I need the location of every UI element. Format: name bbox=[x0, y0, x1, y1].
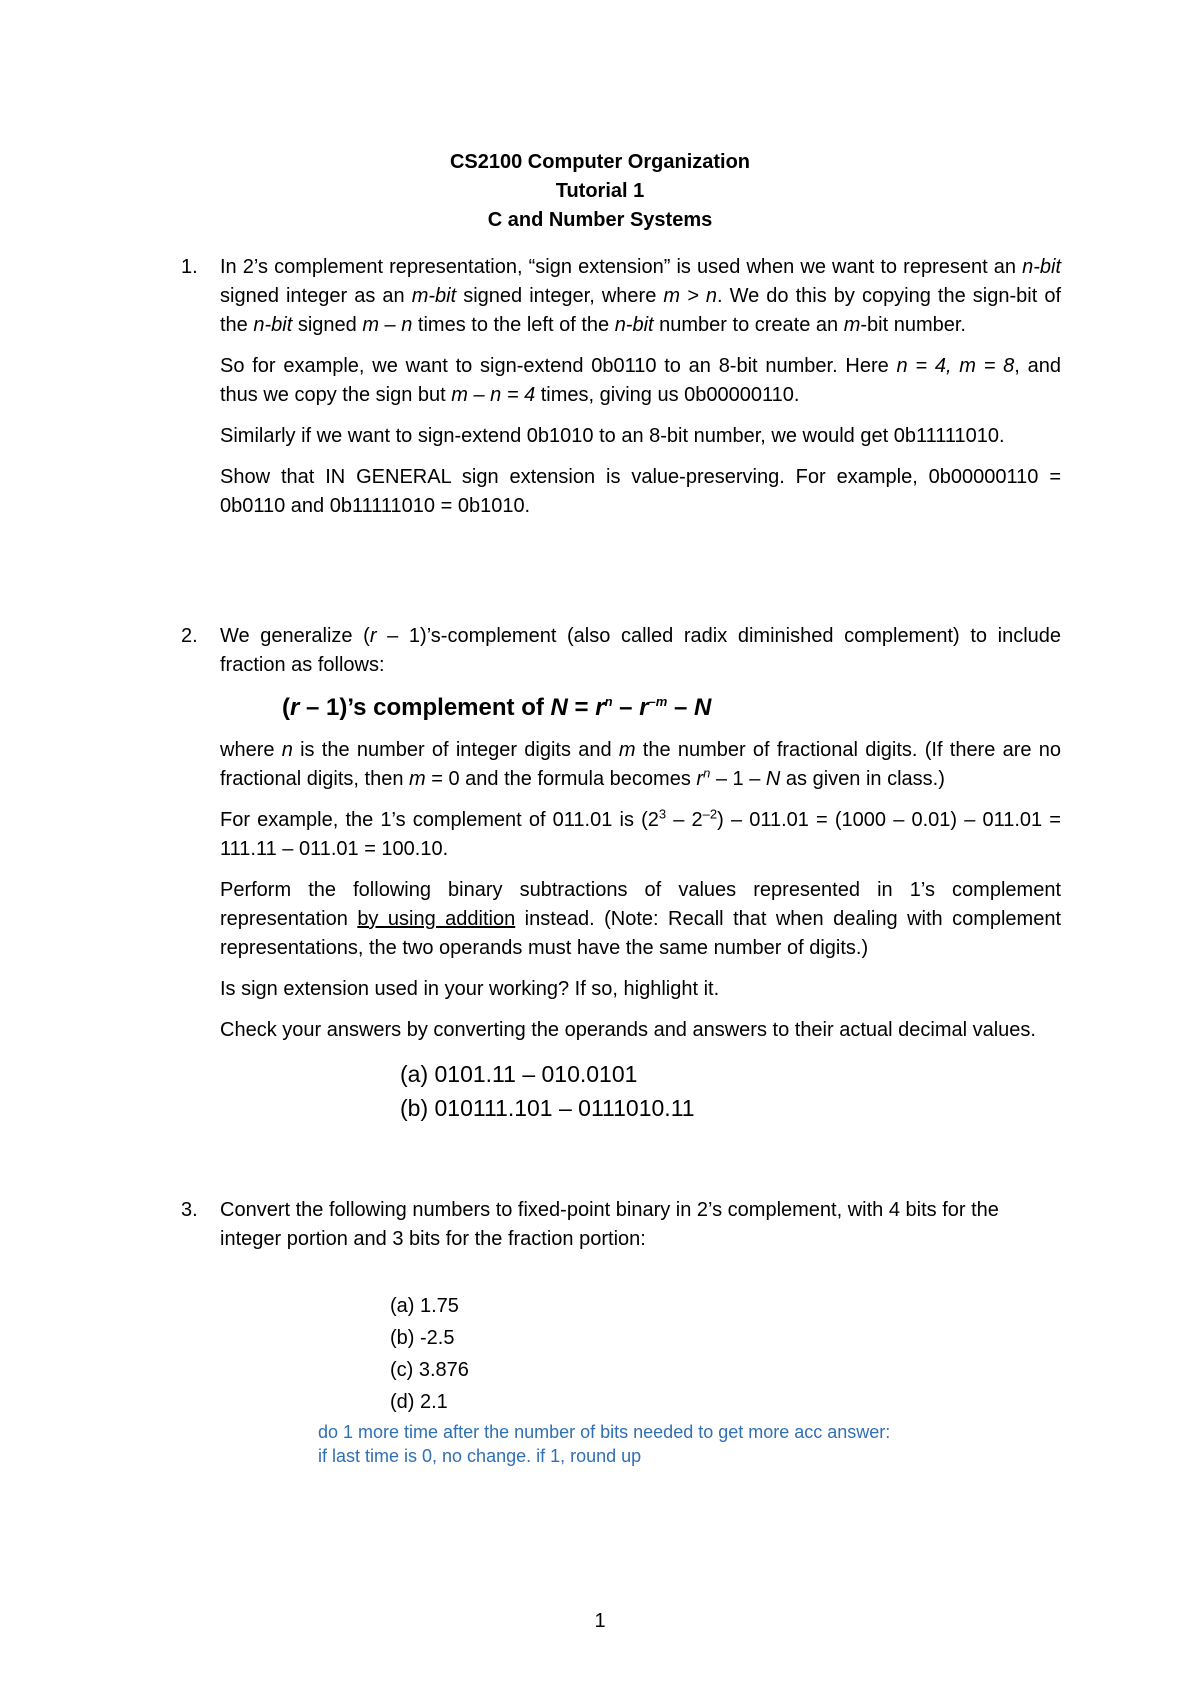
list-item: (c) 3.876 bbox=[390, 1359, 469, 1381]
question-2-paragraph-5: Is sign extension used in your working? If so, highlight it. bbox=[220, 978, 720, 1000]
subtraction-a: (a) 0101.11 – 010.0101 bbox=[400, 1061, 638, 1087]
list-item: (b) -2.5 bbox=[390, 1327, 455, 1349]
question-2-paragraph-1: We generalize (r – 1)’s-complement (also called radix diminished complement) to include fraction as follows: bbox=[220, 625, 1062, 676]
question-1-paragraph-3: Similarly if we want to sign-extend 0b1010 to an 8-bit number, we would get 0b11111010. bbox=[220, 425, 1005, 447]
question-2-paragraph-3: For example, the 1’s complement of 011.01 is $(2^3 - 2^{-2}) - 011.01 = (1000 - 0.01) - 011.01 = 111.11 - 011.01 = 100.10$. bbox=[220, 806, 1061, 860]
question-1-paragraph-2: So for example, we want to sign-extend 0b0110 to an 8-bit number. Here n = 4, m = 8, and thus we copy the sign but m – n = 4 times, giving us 0b00000110. bbox=[220, 355, 1061, 406]
subtraction-list bbox=[400, 1057, 1061, 1125]
list-item: (a) 1.75 bbox=[390, 1295, 459, 1317]
question-3 bbox=[181, 1196, 1061, 1418]
note-line-1: do 1 more time after the number of bits needed to get more acc answer: bbox=[318, 1422, 891, 1442]
question-1-paragraph-1: In 2’s complement representation, “sign extension” is used when we want to represent an n-bit signed integer as an m-bit signed integer, where m > n. We do this by copying the sign-bit of the n-bit signed m – n times to the left of the n-bit number to create an m-bit number. bbox=[220, 256, 1061, 336]
question-3-paragraph-1: Convert the following numbers to fixed-point binary in 2’s complement, with 4 bits for the integer portion and 3 bits for the fraction portion: bbox=[220, 1199, 999, 1250]
question-1 bbox=[181, 253, 1061, 521]
question-2 bbox=[181, 622, 1061, 1125]
complement-formula: (r – 1)’s complement of $N = r^n - r^{-m} - N$ bbox=[282, 694, 712, 721]
list-item: (d) 2.1 bbox=[390, 1391, 448, 1413]
question-1-paragraph-4: Show that IN GENERAL sign extension is value-preserving. For example, 0b00000110 = 0b0110 and 0b11111010 = 0b1010. bbox=[220, 466, 1061, 517]
handwritten-note bbox=[318, 1420, 1118, 1468]
page-number: 1 bbox=[594, 1610, 606, 1632]
question-2-paragraph-2: where n is the number of integer digits and m the number of fractional digits. (If there are no fractional digits, then m = 0 and the formula becomes $r^n - 1$ – N as given in class.) bbox=[220, 739, 1062, 790]
course-title: CS2100 Computer Organization bbox=[449, 151, 751, 173]
question-number: 3. bbox=[181, 1199, 198, 1221]
document-header bbox=[0, 148, 1200, 235]
topic-title: C and Number Systems bbox=[487, 209, 713, 231]
note-line-2: if last time is 0, no change. if 1, round up bbox=[318, 1446, 642, 1466]
question-number: 2. bbox=[181, 625, 198, 647]
conversion-list bbox=[390, 1290, 1061, 1418]
question-number: 1. bbox=[181, 256, 198, 278]
question-2-paragraph-4: Perform the following binary subtractions of values represented in 1’s complement representation by using addition instead. (Note: Recall that when dealing with complement representations, the two operands must have the same number of digits.) bbox=[220, 879, 1062, 959]
tutorial-title: Tutorial 1 bbox=[555, 180, 645, 202]
subtraction-b: (b) 010111.101 – 0111010.11 bbox=[400, 1095, 695, 1121]
question-2-paragraph-6: Check your answers by converting the operands and answers to their actual decimal values. bbox=[220, 1019, 1036, 1041]
